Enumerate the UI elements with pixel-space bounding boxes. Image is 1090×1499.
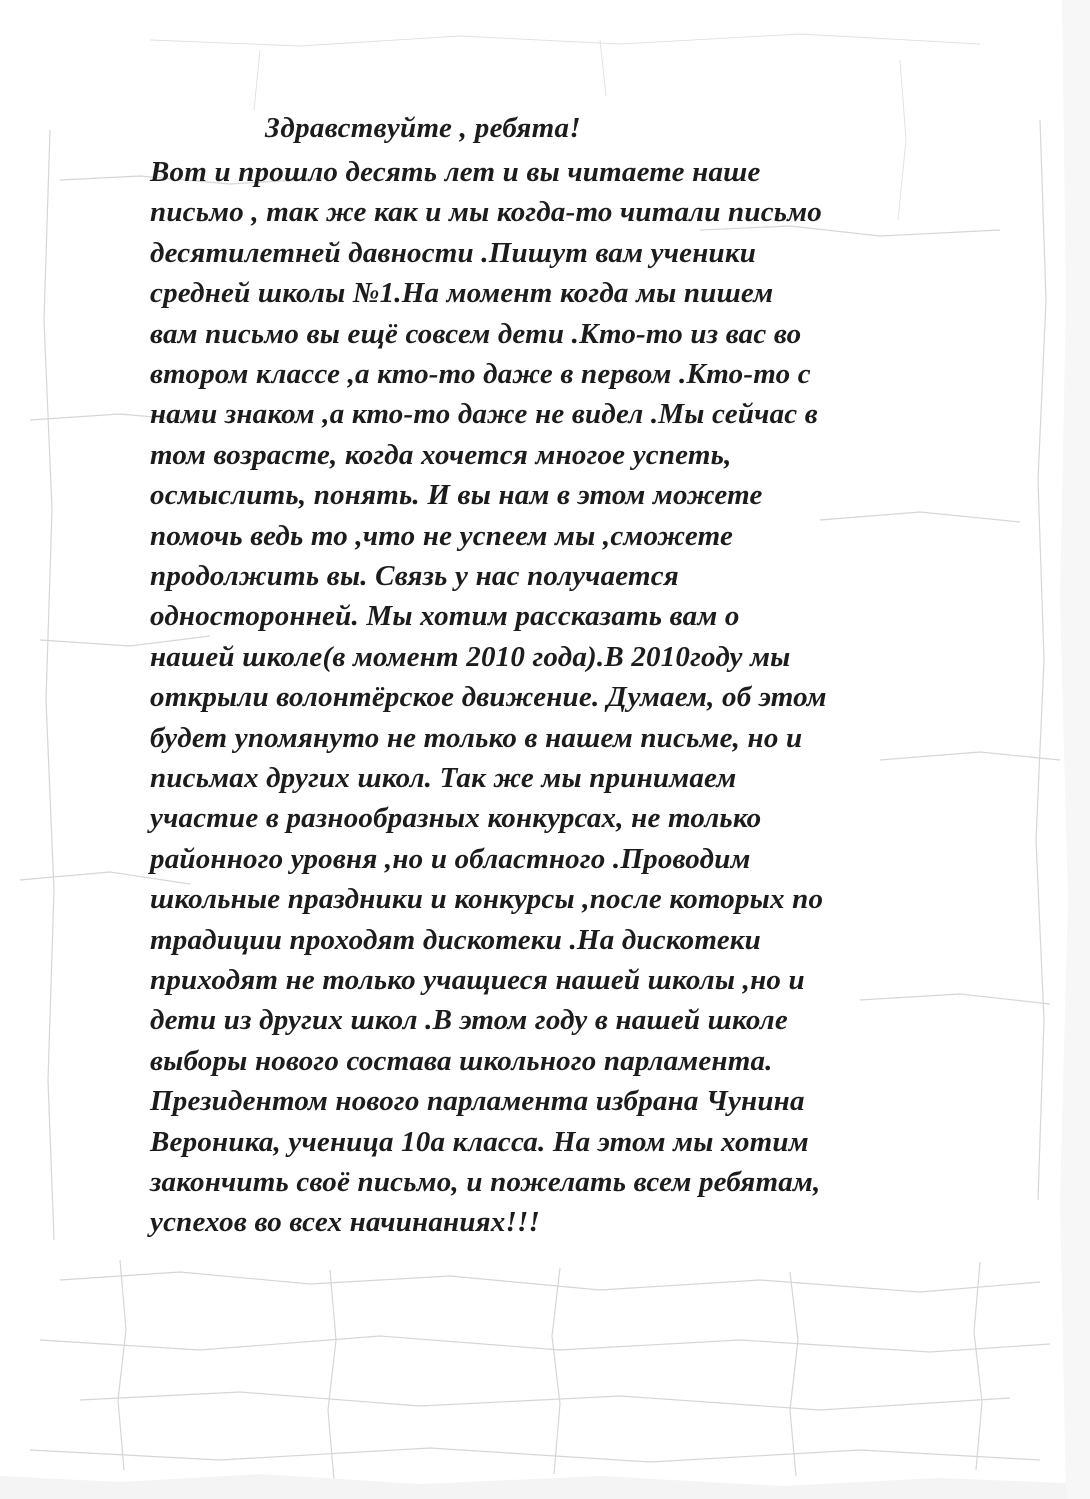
letter-line: втором классе ,а кто-то даже в первом .Кто-то с: [150, 358, 811, 390]
letter-line: вам письмо вы ещё совсем дети .Кто-то из вас во: [150, 318, 802, 350]
letter-line: односторонней. Мы хотим рассказать вам о: [150, 600, 740, 632]
letter-line: том возрасте, когда хочется многое успеть,: [150, 439, 732, 471]
letter-line: успехов во всех начинаниях!!!: [150, 1206, 540, 1238]
letter-line: закончить своё письмо, и пожелать всем ребятам,: [150, 1166, 821, 1198]
letter-line: дети из других школ .В этом году в нашей школе: [150, 1004, 788, 1036]
letter-line: нами знаком ,а кто-то даже не видел .Мы сейчас в: [150, 398, 818, 430]
letter-line: Вероника, ученица 10а класса. На этом мы хотим: [150, 1126, 809, 1158]
letter-line: школьные праздники и конкурсы ,после которых по: [150, 883, 824, 915]
letter-line: продолжить вы. Связь у нас получается: [150, 560, 679, 592]
letter-line: участие в разнообразных конкурсах, не только: [150, 802, 762, 834]
letter-line: будет упомянуто не только в нашем письме, но и: [150, 722, 803, 754]
letter-line: открыли волонтёрское движение. Думаем, об этом: [150, 681, 827, 713]
letter-line: письмах других школ. Так же мы принимаем: [150, 762, 737, 794]
letter-greeting: Здравствуйте , ребята!: [265, 112, 581, 144]
letter-line: выборы нового состава школьного парламента.: [150, 1045, 773, 1077]
letter-line: десятилетней давности .Пишут вам ученики: [150, 237, 757, 269]
letter-line: осмыслить, понять. И вы нам в этом можете: [150, 479, 763, 511]
letter-line: нашей школе(в момент 2010 года).В 2010году мы: [150, 641, 791, 673]
letter-line: районного уровня ,но и областного .Проводим: [150, 843, 751, 875]
letter-line: приходят не только учащиеся нашей школы ,но и: [150, 964, 805, 996]
letter-line: Вот и прошло десять лет и вы читаете наше: [150, 156, 761, 188]
letter-line: средней школы №1.На момент когда мы пишем: [150, 277, 774, 309]
letter-line: письмо , так же как и мы когда-то читали письмо: [150, 196, 822, 228]
letter-line: традиции проходят дискотеки .На дискотеки: [150, 924, 761, 956]
letter-line: помочь ведь то ,что не успеем мы ,сможете: [150, 520, 734, 552]
letter-line: Президентом нового парламента избрана Чунина: [150, 1085, 805, 1117]
